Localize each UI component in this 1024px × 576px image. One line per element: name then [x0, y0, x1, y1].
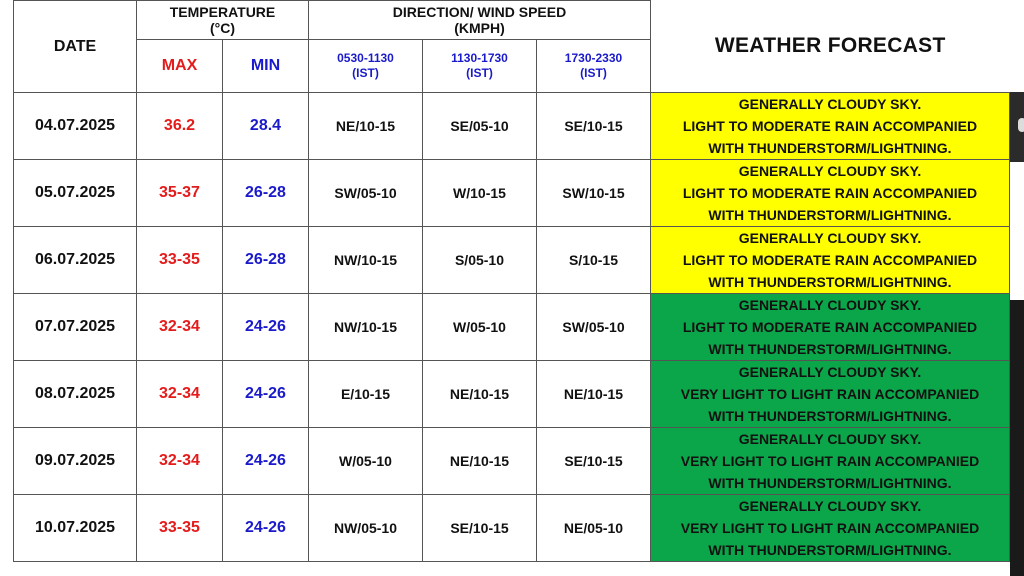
row-max-temp: 35-37: [137, 160, 223, 227]
temperature-unit: (°C): [209, 20, 236, 36]
header-slot-2: [423, 40, 537, 93]
slot-zone: (IST): [466, 66, 493, 80]
slot-time: 0530-1130: [337, 51, 394, 65]
table-row: [14, 160, 1010, 227]
row-wind-slot-2: SE/10-15: [423, 495, 537, 562]
header-direction: [309, 1, 651, 40]
row-wind-slot-3: SE/10-15: [537, 428, 651, 495]
row-wind-slot-3: SW/10-15: [537, 160, 651, 227]
row-wind-slot-2: W/05-10: [423, 294, 537, 361]
forecast-line: VERY LIGHT TO LIGHT RAIN ACCOMPANIED: [680, 453, 980, 469]
row-wind-slot-3: NE/10-15: [537, 361, 651, 428]
direction-label: DIRECTION/ WIND SPEED: [392, 4, 567, 20]
slot-zone: (IST): [580, 66, 607, 80]
row-wind-slot-1: NW/10-15: [309, 294, 423, 361]
forecast-line: LIGHT TO MODERATE RAIN ACCOMPANIED: [682, 185, 978, 201]
forecast-rows: [14, 93, 1010, 562]
table-row: [14, 294, 1010, 361]
row-wind-slot-2: S/05-10: [423, 227, 537, 294]
row-forecast: [651, 495, 1010, 562]
forecast-line: WITH THUNDERSTORM/LIGHTNING.: [708, 408, 952, 424]
forecast-line: WITH THUNDERSTORM/LIGHTNING.: [708, 542, 952, 558]
row-wind-slot-1: SW/05-10: [309, 160, 423, 227]
slot-time: 1130-1730: [451, 51, 508, 65]
forecast-line: GENERALLY CLOUDY SKY.: [738, 230, 922, 246]
slot-zone: (IST): [352, 66, 379, 80]
row-min-temp: 28.4: [223, 93, 309, 160]
right-edge-strip: [1010, 300, 1024, 576]
row-wind-slot-1: E/10-15: [309, 361, 423, 428]
forecast-line: GENERALLY CLOUDY SKY.: [738, 96, 922, 112]
row-date: 08.07.2025: [14, 361, 137, 428]
table-row: [14, 227, 1010, 294]
temperature-label: TEMPERATURE: [169, 4, 276, 20]
forecast-line: GENERALLY CLOUDY SKY.: [738, 498, 922, 514]
forecast-line: LIGHT TO MODERATE RAIN ACCOMPANIED: [682, 118, 978, 134]
slot-time: 1730-2330: [564, 51, 623, 65]
forecast-line: GENERALLY CLOUDY SKY.: [738, 163, 922, 179]
forecast-line: WITH THUNDERSTORM/LIGHTNING.: [708, 341, 952, 357]
row-wind-slot-1: NE/10-15: [309, 93, 423, 160]
header-min: MIN: [223, 40, 309, 93]
row-forecast: [651, 160, 1010, 227]
forecast-line: GENERALLY CLOUDY SKY.: [738, 431, 922, 447]
row-forecast: [651, 428, 1010, 495]
forecast-line: WITH THUNDERSTORM/LIGHTNING.: [708, 274, 952, 290]
page-title: WEATHER FORECAST: [651, 1, 1010, 93]
right-edge-strip: [1010, 92, 1024, 162]
header-slot-1: [309, 40, 423, 93]
row-wind-slot-3: NE/05-10: [537, 495, 651, 562]
row-wind-slot-1: W/05-10: [309, 428, 423, 495]
header-max: MAX: [137, 40, 223, 93]
row-date: 09.07.2025: [14, 428, 137, 495]
forecast-line: GENERALLY CLOUDY SKY.: [738, 297, 922, 313]
row-wind-slot-3: SW/05-10: [537, 294, 651, 361]
table-row: [14, 93, 1010, 160]
row-forecast: [651, 227, 1010, 294]
header-slot-3: [537, 40, 651, 93]
row-min-temp: 24-26: [223, 361, 309, 428]
row-date: 10.07.2025: [14, 495, 137, 562]
row-forecast: [651, 93, 1010, 160]
row-date: 06.07.2025: [14, 227, 137, 294]
row-date: 05.07.2025: [14, 160, 137, 227]
row-min-temp: 26-28: [223, 160, 309, 227]
row-max-temp: 33-35: [137, 495, 223, 562]
row-wind-slot-2: NE/10-15: [423, 428, 537, 495]
forecast-line: VERY LIGHT TO LIGHT RAIN ACCOMPANIED: [680, 386, 980, 402]
row-wind-slot-1: NW/10-15: [309, 227, 423, 294]
row-min-temp: 24-26: [223, 495, 309, 562]
row-forecast: [651, 294, 1010, 361]
row-wind-slot-2: SE/05-10: [423, 93, 537, 160]
forecast-table: [13, 0, 1010, 562]
row-min-temp: 26-28: [223, 227, 309, 294]
row-wind-slot-2: NE/10-15: [423, 361, 537, 428]
forecast-line: WITH THUNDERSTORM/LIGHTNING.: [708, 140, 952, 156]
table-row: [14, 428, 1010, 495]
row-max-temp: 32-34: [137, 294, 223, 361]
forecast-line: VERY LIGHT TO LIGHT RAIN ACCOMPANIED: [680, 520, 980, 536]
row-date: 07.07.2025: [14, 294, 137, 361]
forecast-line: GENERALLY CLOUDY SKY.: [738, 364, 922, 380]
forecast-line: WITH THUNDERSTORM/LIGHTNING.: [708, 207, 952, 223]
header-temperature: [137, 1, 309, 40]
row-max-temp: 32-34: [137, 361, 223, 428]
header-date: DATE: [14, 1, 137, 93]
table-row: [14, 495, 1010, 562]
forecast-line: LIGHT TO MODERATE RAIN ACCOMPANIED: [682, 319, 978, 335]
row-max-temp: 36.2: [137, 93, 223, 160]
row-min-temp: 24-26: [223, 428, 309, 495]
table-row: [14, 361, 1010, 428]
row-date: 04.07.2025: [14, 93, 137, 160]
forecast-line: LIGHT TO MODERATE RAIN ACCOMPANIED: [682, 252, 978, 268]
row-max-temp: 32-34: [137, 428, 223, 495]
row-max-temp: 33-35: [137, 227, 223, 294]
row-wind-slot-3: SE/10-15: [537, 93, 651, 160]
row-min-temp: 24-26: [223, 294, 309, 361]
row-wind-slot-3: S/10-15: [537, 227, 651, 294]
row-forecast: [651, 361, 1010, 428]
row-wind-slot-1: NW/05-10: [309, 495, 423, 562]
row-wind-slot-2: W/10-15: [423, 160, 537, 227]
forecast-line: WITH THUNDERSTORM/LIGHTNING.: [708, 475, 952, 491]
direction-unit: (KMPH): [454, 20, 505, 36]
